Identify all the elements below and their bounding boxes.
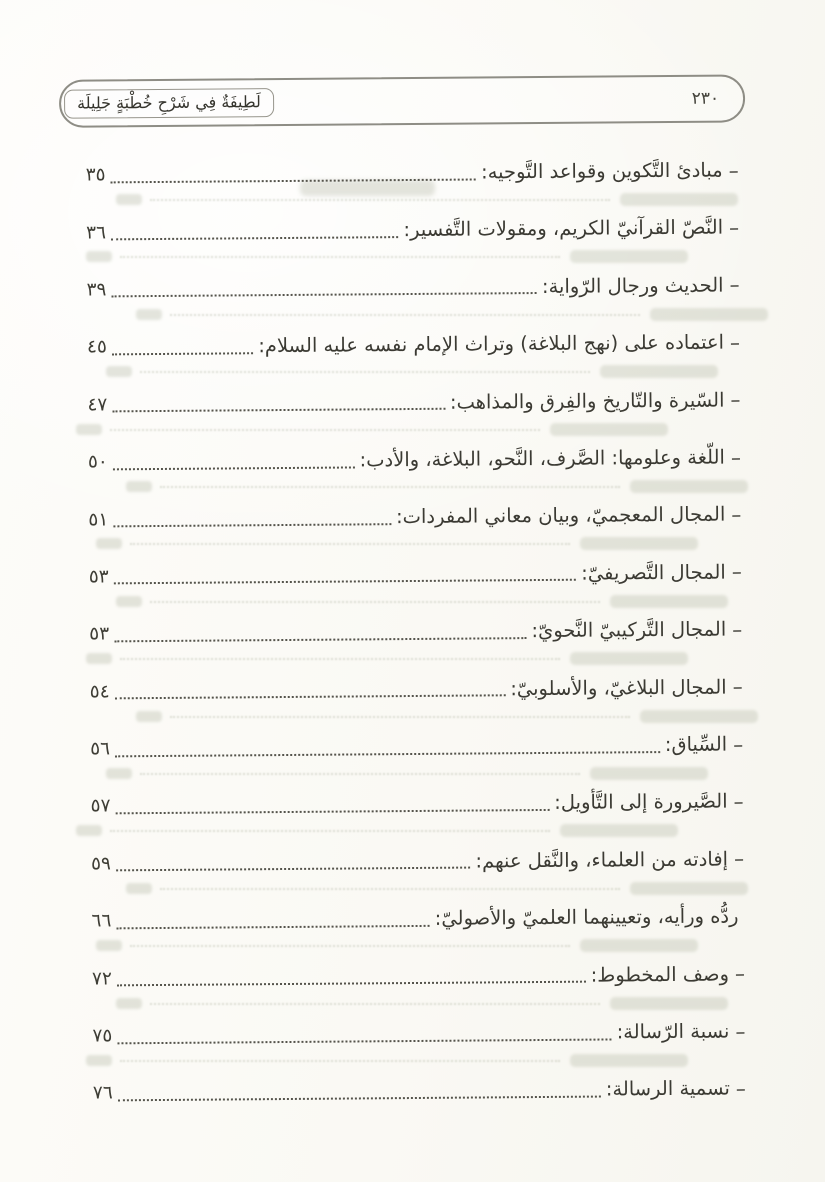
running-header xyxy=(59,74,745,127)
toc-entry xyxy=(87,314,740,377)
dot-leader xyxy=(114,637,526,642)
entry-page-number: ٧٥ xyxy=(92,1025,113,1047)
entry-label: المجال التَّركيبيّ النَّحويّ: xyxy=(531,617,727,643)
entry-page-number: ٥٩ xyxy=(90,853,112,875)
toc-entry xyxy=(89,601,742,664)
dot-leader xyxy=(116,925,429,929)
entry-dash: – xyxy=(731,559,742,584)
entry-label: نسبة الرّسالة: xyxy=(616,1019,730,1044)
entry-dash: – xyxy=(730,445,741,470)
entry-label: النَّصّ القرآنيّ الكريم، ومقولات التَّفسير: xyxy=(403,216,724,242)
entry-label: المجال المعجميّ، وبيان معاني المفردات: xyxy=(395,502,726,529)
entry-page-number: ٧٦ xyxy=(92,1082,113,1104)
toc-entry xyxy=(90,715,743,778)
entry-label: الحديث ورجال الرّواية: xyxy=(541,273,724,298)
entry-label: اللّغة وعلومها: الصَّرف، النَّحو، البلاغة، والأدب: xyxy=(359,445,725,472)
entry-label: إفادته من العلماء، والنَّقل عنهم: xyxy=(475,847,729,873)
table-of-contents xyxy=(85,141,746,1122)
toc-entry xyxy=(92,1002,745,1065)
entry-page-number: ٥٣ xyxy=(89,623,110,645)
toc-entry xyxy=(86,256,739,319)
entry-dash: – xyxy=(733,732,744,757)
entry-dash: – xyxy=(734,961,746,986)
book-title: لَطِيفَةٌ فِي شَرْحِ خُطْبَةٍ جَلِيلَة xyxy=(77,91,261,113)
toc-entry xyxy=(92,945,745,1008)
toc-entry xyxy=(93,1060,746,1123)
dot-leader xyxy=(115,694,506,699)
entry-dash: – xyxy=(730,387,741,412)
toc-entry xyxy=(87,371,740,434)
entry-dash: – xyxy=(733,846,745,871)
dot-leader xyxy=(114,579,577,585)
entry-dash: – xyxy=(735,1076,746,1101)
entry-page-number: ٤٧ xyxy=(87,394,108,416)
entry-dash: – xyxy=(732,674,743,699)
entry-label: المجال البلاغيّ، والأسلوبيّ: xyxy=(510,675,727,700)
entry-page-number: ٥٦ xyxy=(90,738,111,760)
entry-page-number: ٦٦ xyxy=(91,910,112,932)
toc-entry xyxy=(88,428,741,491)
book-title-box xyxy=(64,88,274,119)
entry-dash: – xyxy=(733,789,744,814)
dot-leader xyxy=(113,466,355,470)
dot-leader xyxy=(116,809,550,814)
toc-entry xyxy=(88,486,741,549)
toc-entry xyxy=(89,658,742,721)
dot-leader xyxy=(111,178,477,183)
dot-leader xyxy=(117,981,586,987)
entry-dash: – xyxy=(729,330,741,355)
entry-label: مبادئ التَّكوين وقواعد التَّوجيه: xyxy=(480,158,723,184)
entry-dash: – xyxy=(735,1018,746,1044)
toc-entry xyxy=(85,141,738,204)
entry-page-number: ٥٧ xyxy=(90,795,111,818)
entry-page-number: ٥٠ xyxy=(87,451,108,473)
entry-label: اعتماده على (نهج البلاغة) وتراث الإمام نفسه عليه السلام: xyxy=(258,330,725,358)
dot-leader xyxy=(115,751,660,757)
entry-label: تسمية الرسالة: xyxy=(605,1076,730,1101)
toc-entry xyxy=(86,199,739,262)
entry-page-number: ٥٣ xyxy=(88,566,109,588)
dot-leader xyxy=(118,1095,601,1101)
dot-leader xyxy=(112,408,445,413)
entry-page-number: ٥٤ xyxy=(89,681,110,703)
entry-page-number: ٣٦ xyxy=(86,221,107,244)
entry-label: ردُّه ورأيه، وتعيينهما العلميّ والأصوليّ: xyxy=(434,904,739,930)
toc-entry xyxy=(90,773,743,836)
toc-entry xyxy=(89,543,742,606)
dot-leader xyxy=(111,292,537,297)
entry-dash: – xyxy=(732,617,743,642)
entry-page-number: ٤٥ xyxy=(86,336,107,358)
entry-page-number: ٣٩ xyxy=(86,279,107,301)
entry-page-number: ٣٥ xyxy=(85,164,106,186)
toc-entry xyxy=(91,887,744,950)
entry-dash: – xyxy=(729,272,740,297)
entry-label: الصَّيرورة إلى التَّأويل: xyxy=(554,789,728,815)
entry-dash: – xyxy=(728,158,739,183)
entry-page-number: ٥١ xyxy=(88,508,109,531)
entry-label: وصف المخطوط: xyxy=(590,962,730,987)
page-number: ٢٣٠ xyxy=(691,88,720,109)
entry-label: السِّياق: xyxy=(664,732,728,756)
entry-page-number: ٧٢ xyxy=(91,968,112,990)
dot-leader xyxy=(117,1038,611,1044)
toc-entry xyxy=(91,830,744,893)
dot-leader xyxy=(113,523,391,527)
entry-label: السّيرة والتّاريخ والفِرق والمذاهب: xyxy=(449,388,725,414)
entry-dash: – xyxy=(728,215,740,240)
dot-leader xyxy=(116,867,471,872)
dot-leader xyxy=(111,236,399,240)
dot-leader xyxy=(112,352,253,355)
entry-dash: – xyxy=(731,502,742,527)
entry-label: المجال التَّصريفيّ: xyxy=(581,560,726,585)
